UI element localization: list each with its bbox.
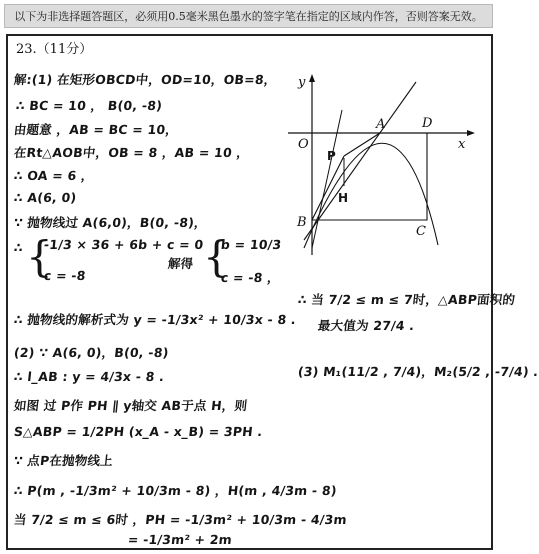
solution-line: ∴ P(m , -1/3m² + 10/3m - 8) ，H(m , 4/3m - 8)	[13, 483, 338, 498]
point-b-label: B	[297, 215, 307, 230]
solution-line: ∴ OA = 6 ，	[13, 168, 95, 183]
solution-line: ∴ A(6, 0)	[13, 190, 78, 205]
solution-line: (2) ∵ A(6, 0)，B(0, -8)	[13, 345, 170, 360]
therefore-symbol: ∴	[13, 240, 24, 255]
solution-line: 解:(1) 在矩形OBCD中，OD=10，OB=8，	[13, 72, 278, 87]
solution-line: 由题意 ，AB = BC = 10，	[13, 122, 179, 137]
right-side-brace: {	[203, 232, 230, 281]
point-a-label: A	[376, 117, 386, 132]
system-equation: c = -8	[43, 268, 87, 283]
point-h-label: H	[338, 191, 349, 205]
system-solution: b = 10/3	[220, 237, 283, 252]
coordinate-figure	[282, 70, 482, 265]
solution-line: ∴ 抛物线的解析式为 y = -1/3x² + 10/3x - 8 .	[13, 312, 297, 327]
point-c-label: C	[416, 224, 426, 239]
solution-line: ∴ BC = 10 ， B(0, -8)	[15, 98, 163, 113]
system-solution: c = -8 ，	[220, 270, 281, 285]
line-through-b	[312, 110, 342, 248]
solution-line: 当 7/2 ≤ m ≤ 6时 ，PH = -1/3m² + 10/3m - 4/3m	[13, 512, 348, 527]
solution-line: ∴ 当 7/2 ≤ m ≤ 7时，△ABP面积的	[297, 292, 516, 307]
solution-line: 如图 过 P作 PH ∥ y轴交 AB于点 H，则	[13, 398, 249, 413]
x-axis-label: x	[458, 137, 466, 152]
solution-line: (3) M₁(11/2 , 7/4)，M₂(5/2 , -7/4) .	[297, 364, 539, 379]
left-brace: {	[26, 232, 53, 281]
solution-line: ∴ l_AB : y = 4/3x - 8 .	[13, 369, 165, 384]
origin-label: O	[298, 137, 309, 152]
answer-area-instruction: 以下为非选择题答题区，必须用0.5毫米黑色墨水的签字笔在指定的区域内作答，否则答案无效。	[4, 4, 493, 28]
x-axis-arrow	[467, 130, 475, 136]
y-axis-arrow	[309, 74, 315, 82]
solution-line: 最大值为 27/4 .	[317, 318, 416, 333]
solution-line: = -1/3m² + 2m	[127, 532, 233, 547]
y-axis-label: y	[298, 75, 306, 90]
solution-line: ∵ 点P在抛物线上	[13, 453, 114, 468]
solve-label: 解得	[167, 256, 195, 271]
solution-line: S△ABP = 1/2PH (x_A - x_B) = 3PH .	[13, 424, 264, 439]
solution-line: 在Rt△AOB中，OB = 8 ，AB = 10 ，	[13, 145, 250, 160]
point-p-label: P	[327, 149, 336, 163]
system-equation: -1/3 × 36 + 6b + c = 0	[43, 237, 205, 252]
segment-bp	[312, 156, 344, 220]
point-d-label: D	[422, 116, 433, 131]
question-number: 23.（11分）	[16, 42, 93, 57]
solution-line: ∵ 抛物线过 A(6,0)，B(0, -8)，	[13, 215, 208, 230]
line-ab	[304, 82, 416, 240]
